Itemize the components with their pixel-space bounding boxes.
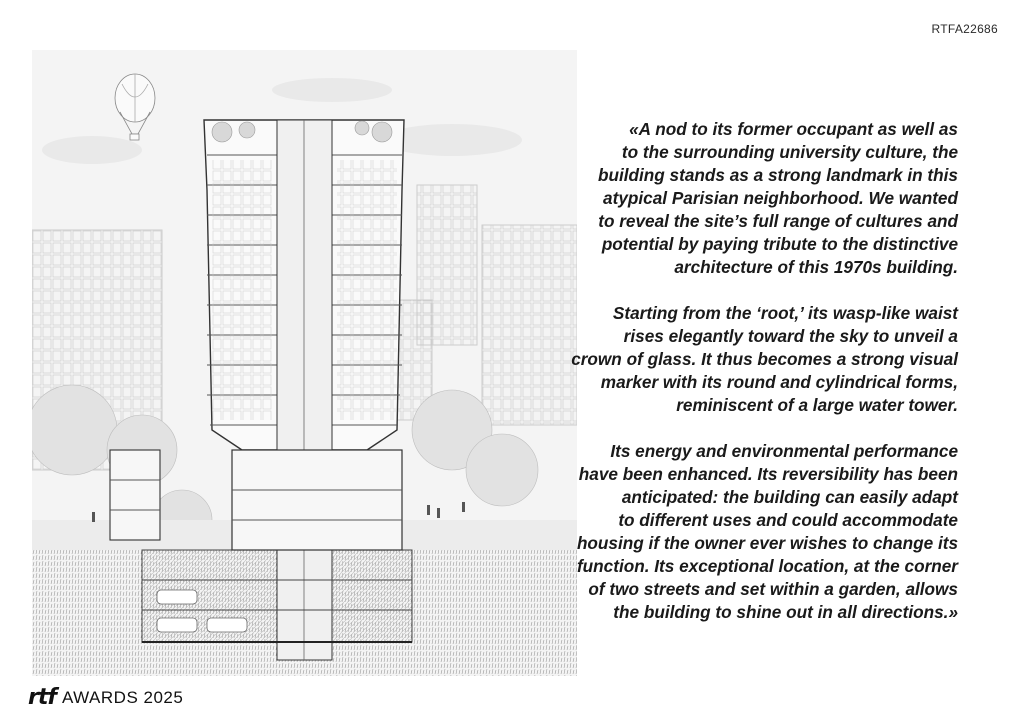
description-paragraph-1 <box>500 118 958 279</box>
text-line: to different uses and could accommodate <box>618 510 958 530</box>
description-paragraph-3 <box>500 440 958 624</box>
footer-branding <box>28 685 183 710</box>
text-line: crown of glass. It thus becomes a strong visual <box>571 349 958 369</box>
awards-label: AWARDS 2025 <box>61 687 184 707</box>
text-line: have been enhanced. Its reversibility has been <box>578 464 958 484</box>
text-line: rises elegantly toward the sky to unveil a <box>623 326 958 346</box>
text-line: atypical Parisian neighborhood. We wanted <box>603 188 958 208</box>
description-paragraph-2 <box>500 302 958 417</box>
text-line: building stands as a strong landmark in this <box>597 165 958 185</box>
text-line: potential by paying tribute to the distinctive <box>601 234 958 254</box>
text-line: reminiscent of a large water tower. <box>676 395 958 415</box>
reference-id: RTFA22686 <box>931 22 998 36</box>
text-line: «A nod to its former occupant as well as <box>629 119 958 139</box>
text-line: function. Its exceptional location, at the corner <box>576 556 958 576</box>
text-line: the building to shine out in all directions.» <box>613 602 958 622</box>
text-line: Its energy and environmental performance <box>610 441 958 461</box>
rtf-logo-icon: rtf <box>28 685 56 710</box>
text-line: marker with its round and cylindrical forms, <box>600 372 958 392</box>
text-line: of two streets and set within a garden, allows <box>588 579 958 599</box>
building-section-illustration <box>32 50 577 676</box>
project-description <box>500 118 958 647</box>
text-line: anticipated: the building can easily adapt <box>621 487 958 507</box>
text-line: housing if the owner ever wishes to change its <box>576 533 958 553</box>
text-line: architecture of this 1970s building. <box>674 257 958 277</box>
text-line: to the surrounding university culture, the <box>621 142 958 162</box>
text-line: Starting from the ‘root,’ its wasp-like waist <box>612 303 958 323</box>
text-line: to reveal the site’s full range of cultures and <box>598 211 958 231</box>
